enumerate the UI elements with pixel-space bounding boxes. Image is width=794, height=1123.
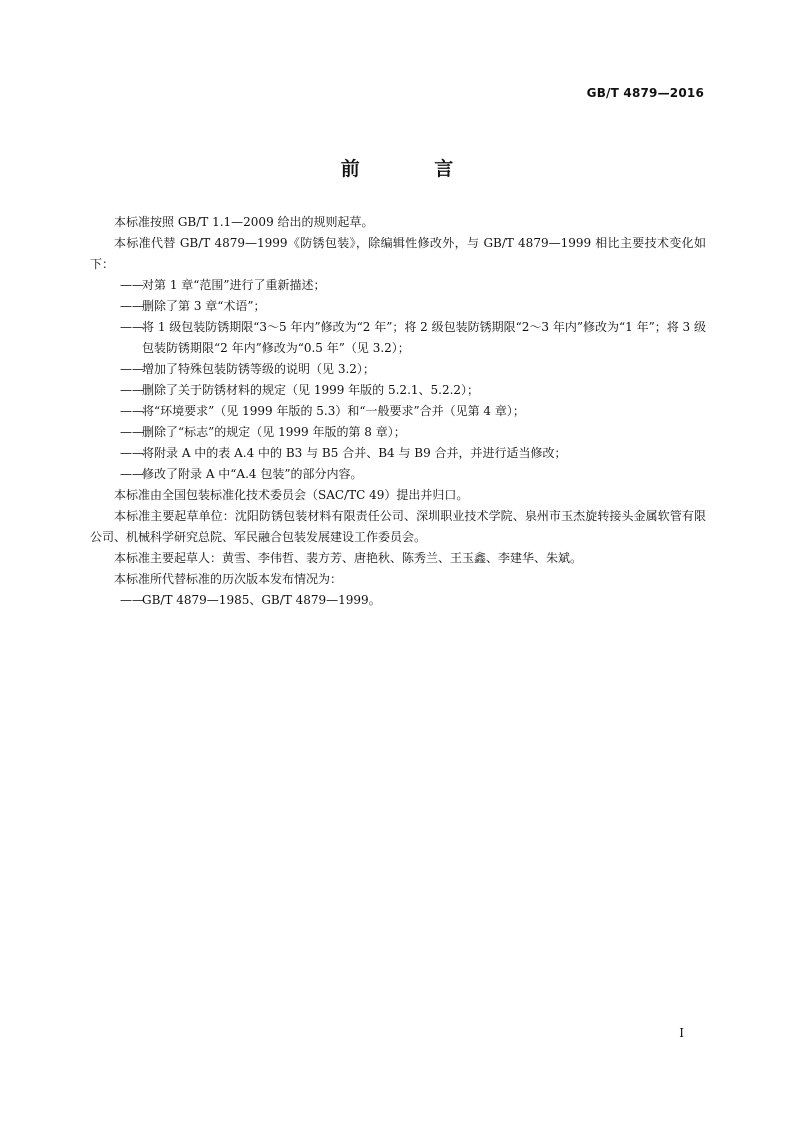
foreword-body: [90, 212, 706, 611]
paragraph-history-intro: 本标准所代替标准的历次版本发布情况为：: [114, 572, 343, 586]
paragraph-drafting-units: 本标准主要起草单位：沈阳防锈包装材料有限责任公司、深圳职业技术学院、泉州市玉杰旋转接头金属软管有限公司、机械科学研究总院、军民融合包装发展建设工作委员会。: [90, 509, 706, 544]
history-text: GB/T 4879—1985、GB/T 4879—1999。: [142, 593, 381, 607]
list-item: [120, 317, 706, 359]
paragraph-drafters: 本标准主要起草人：黄雪、李伟哲、裴方芳、唐艳秋、陈秀兰、王玉鑫、李建华、朱斌。: [114, 551, 583, 565]
list-item-text: 删除了第 3 章“术语”；: [142, 299, 266, 313]
paragraph-drafting-rule: 本标准按照 GB/T 1.1—2009 给出的规则起草。: [114, 215, 374, 229]
paragraph-replaces: 本标准代替 GB/T 4879—1999《防锈包装》，除编辑性修改外，与 GB/T 4879—1999 相比主要技术变化如下：: [90, 236, 706, 271]
dash-marker: ——: [120, 299, 144, 313]
list-item: [120, 380, 706, 401]
list-item: [120, 359, 706, 380]
list-item-text: 将 1 级包装防锈期限“3～5 年内”修改为“2 年”；将 2 级包装防锈期限“2～3 年内”修改为“1 年”；将 3 级包装防锈期限“2 年内”修改为“0.5 年”（见 3.2）；: [142, 320, 706, 355]
page-title: 前 言: [340, 158, 488, 180]
dash-marker: ——: [120, 362, 144, 376]
dash-marker: ——: [120, 278, 144, 292]
dash-marker: ——: [120, 320, 144, 334]
list-item: [120, 464, 706, 485]
dash-marker: ——: [120, 446, 144, 460]
list-item-text: 增加了特殊包装防锈等级的说明（见 3.2）；: [142, 362, 375, 376]
paragraph-proposer: 本标准由全国包装标准化技术委员会（SAC/TC 49）提出并归口。: [114, 488, 469, 502]
dash-marker: ——: [120, 404, 144, 418]
list-item: [120, 422, 706, 443]
list-item-text: 将“环境要求”（见 1999 年版的 5.3）和“一般要求”合并（见第 4 章）；: [142, 404, 525, 418]
dash-marker: ——: [120, 425, 144, 439]
list-item: [120, 443, 706, 464]
list-item-history: [120, 590, 706, 611]
list-item-text: 修改了附录 A 中“A.4 包装”的部分内容。: [142, 467, 363, 481]
standard-number: GB/T 4879—2016: [586, 86, 704, 100]
list-item-text: 删除了关于防锈材料的规定（见 1999 年版的 5.2.1、5.2.2）；: [142, 383, 480, 397]
list-item: [120, 296, 706, 317]
list-item: [120, 401, 706, 422]
list-item: [120, 275, 706, 296]
list-item-text: 对第 1 章“范围”进行了重新描述；: [142, 278, 326, 292]
dash-marker: ——: [120, 383, 144, 397]
page-number: I: [679, 1026, 684, 1040]
list-item-text: 删除了“标志”的规定（见 1999 年版的第 8 章）；: [142, 425, 406, 439]
dash-marker: ——: [120, 593, 144, 607]
list-item-text: 将附录 A 中的表 A.4 中的 B3 与 B5 合并、B4 与 B9 合并，并进行适当修改；: [142, 446, 567, 460]
dash-marker: ——: [120, 467, 144, 481]
